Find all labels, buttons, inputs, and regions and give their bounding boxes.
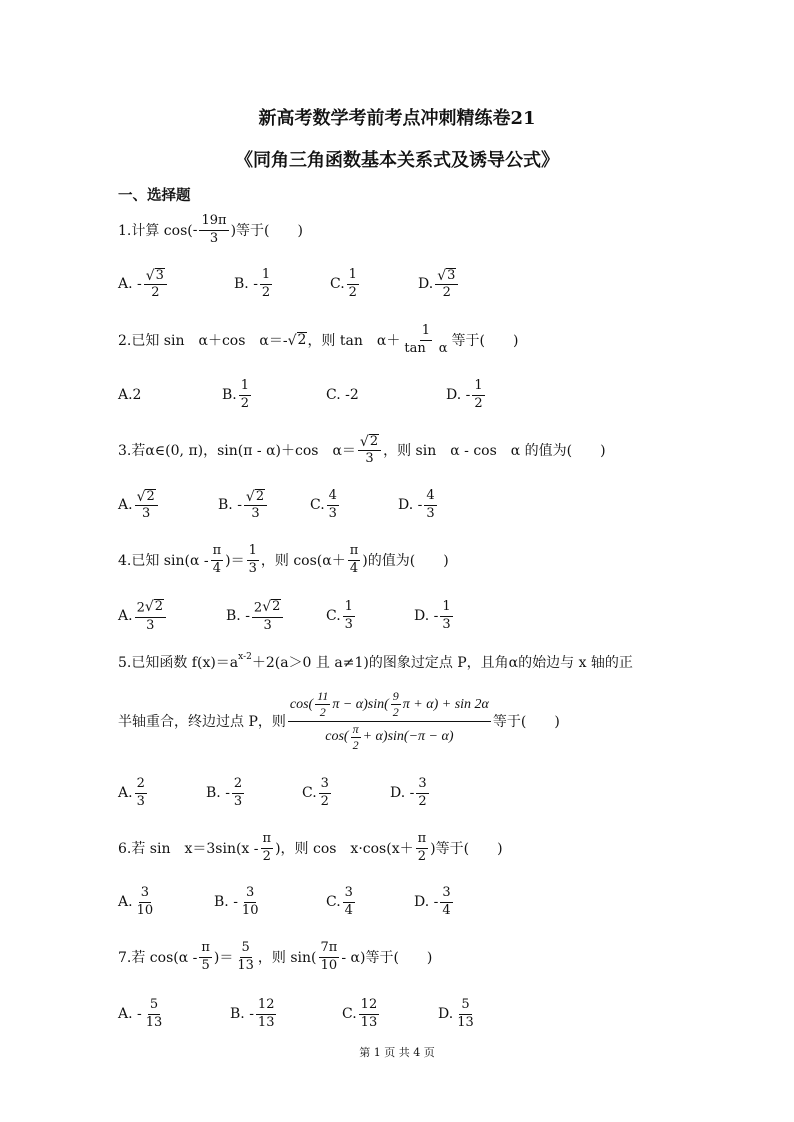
q4-option-a[interactable]: A. 2 √ 2 3	[118, 599, 226, 633]
q7-option-b[interactable]: B. - $\frac{12}{13}$	[230, 997, 275, 1030]
q5-text-1: 5.已知函数 f(x)＝a	[118, 655, 239, 671]
q5-big-fraction: cos( $\frac{11}{2}$ π − α)sin( $\frac{9}{2}$ π + α) + sin 2α cos( $\frac{\pi}{2}$ + α)sin(−π − α)	[289, 689, 489, 752]
q6-options	[118, 882, 455, 922]
q7-option-a[interactable]: A. - $\frac{5}{13}$	[118, 997, 163, 1030]
q6-option-b[interactable]: B. - $\frac{3}{10}$	[214, 885, 259, 918]
q4-text-2: )＝	[225, 553, 245, 569]
q7-options	[118, 994, 478, 1034]
question-4	[118, 540, 449, 580]
q4-options	[118, 596, 455, 636]
q1-text-suffix: )等于( )	[230, 223, 303, 239]
q1-options	[118, 264, 460, 304]
q6-text-1: 6.若 sin x＝3sin(x -	[118, 841, 259, 857]
q3-fraction: √ 2 3	[358, 434, 381, 467]
q2-text-3: 等于( )	[451, 333, 519, 349]
q7-fraction-2: $\frac{5}{13}$	[237, 940, 254, 973]
q5-exponent: x-2	[238, 652, 252, 662]
q6-option-c[interactable]: C. $\frac{3}{4}$	[326, 885, 353, 918]
question-7	[118, 937, 432, 977]
q7-option-d[interactable]: D. $\frac{5}{13}$	[438, 997, 474, 1030]
q1-neg: -	[192, 222, 198, 238]
question-2	[118, 320, 518, 360]
q5-option-c[interactable]: C. $\frac{3}{2}$	[302, 776, 329, 809]
q3-option-c[interactable]: C. $\frac{4}{3}$	[310, 488, 337, 521]
q6-option-a[interactable]: A. $\frac{3}{10}$	[118, 885, 154, 918]
question-5-line-1	[118, 652, 633, 672]
q5-option-a[interactable]: A. $\frac{2}{3}$	[118, 776, 145, 809]
q4-option-b[interactable]: B. - 2 √ 2 3	[226, 599, 326, 633]
q7-option-c[interactable]: C. $\frac{12}{13}$	[342, 997, 378, 1030]
q6-fraction-2: $\frac{\pi}{2}$	[417, 831, 427, 864]
q7-text-4: - α)等于( )	[341, 950, 433, 966]
q1-option-a[interactable]: A. - √ 3 2	[118, 268, 234, 301]
q5-options	[118, 773, 431, 813]
q3-option-b[interactable]: B. - √ 2 3	[218, 489, 310, 522]
q4-fraction-3: $\frac{\pi}{4}$	[349, 543, 359, 576]
q1-option-d[interactable]: D. √ 3 2	[418, 268, 460, 301]
q4-text-1: 4.已知 sin(α -	[118, 553, 209, 569]
q7-text-3: ，则 sin(	[257, 950, 317, 966]
q7-fraction-1: $\frac{\pi}{5}$	[201, 940, 210, 973]
q5-option-d[interactable]: D. - $\frac{3}{2}$	[390, 776, 427, 809]
q7-text-1: 7.若 cos(α -	[118, 950, 198, 966]
q4-fraction-2: $\frac{1}{3}$	[248, 543, 257, 576]
q2-option-d[interactable]: D. - $\frac{1}{2}$	[446, 378, 483, 411]
q6-text-3: )等于( )	[430, 841, 503, 857]
question-1	[118, 210, 303, 250]
q6-text-2: )，则 cos x·cos(x＋	[275, 841, 414, 857]
q7-text-2: )＝	[213, 950, 234, 966]
q2-fraction: $\frac{1}{\text{tan α}}$	[404, 323, 448, 356]
q2-option-a[interactable]: A.2	[118, 387, 142, 403]
q5-text-2: ＋2(a＞0 且 a≠1)的图象过定点 P，且角α的始边与 x 轴的正	[251, 655, 633, 671]
q6-option-d[interactable]: D. - $\frac{3}{4}$	[414, 885, 451, 918]
q2-sqrt: √ 2	[287, 331, 307, 350]
q4-option-c[interactable]: C. $\frac{1}{3}$	[326, 599, 353, 632]
q2-option-b[interactable]: B. $\frac{1}{2}$	[222, 378, 250, 411]
q7-fraction-3: $\frac{7\pi}{10}$	[320, 940, 338, 973]
q1-option-b[interactable]: B. - $\frac{1}{2}$	[234, 267, 271, 300]
page-title: 新高考数学考前考点冲刺精练卷21	[258, 108, 536, 129]
q6-fraction-1: $\frac{\pi}{2}$	[262, 831, 272, 864]
q2-text-1: 2.已知 sin α＋cos α＝-	[118, 333, 288, 349]
q2-options	[118, 375, 487, 415]
page-footer: 第 1 页 共 4 页	[359, 1046, 435, 1059]
q3-option-d[interactable]: D. - $\frac{4}{3}$	[398, 488, 435, 521]
q1-option-c[interactable]: C. $\frac{1}{2}$	[330, 267, 357, 300]
question-3	[118, 430, 606, 470]
question-6	[118, 828, 503, 868]
q4-fraction-1: $\frac{\pi}{4}$	[212, 543, 222, 576]
q4-text-4: )的值为( )	[362, 553, 449, 569]
q4-option-d[interactable]: D. - $\frac{1}{3}$	[414, 599, 451, 632]
q1-text-prefix: 1.计算 cos(	[118, 223, 193, 239]
q5-text-3: 半轴重合，终边过点 P，则	[118, 714, 286, 730]
q5-option-b[interactable]: B. - $\frac{2}{3}$	[206, 776, 243, 809]
q3-text-1: 3.若α∈(0, π)，sin(π - α)＋cos α＝	[118, 443, 356, 459]
q3-options	[118, 485, 439, 525]
q4-text-3: ，则 cos(α＋	[260, 553, 346, 569]
q2-text-2: ，则 tan α＋	[307, 333, 401, 349]
q5-text-4: 等于( )	[492, 714, 560, 730]
q2-option-c[interactable]: C. -2	[326, 387, 359, 403]
question-5-line-2	[118, 686, 560, 756]
q3-text-2: ，则 sin α - cos α 的值为( )	[383, 443, 606, 459]
q3-option-a[interactable]: A. √ 2 3	[118, 489, 218, 522]
q1-fraction: $\frac{19\pi}{3}$	[201, 213, 227, 246]
section-heading: 一、选择题	[118, 188, 191, 204]
page-subtitle: 《同角三角函数基本关系式及诱导公式》	[235, 150, 559, 171]
